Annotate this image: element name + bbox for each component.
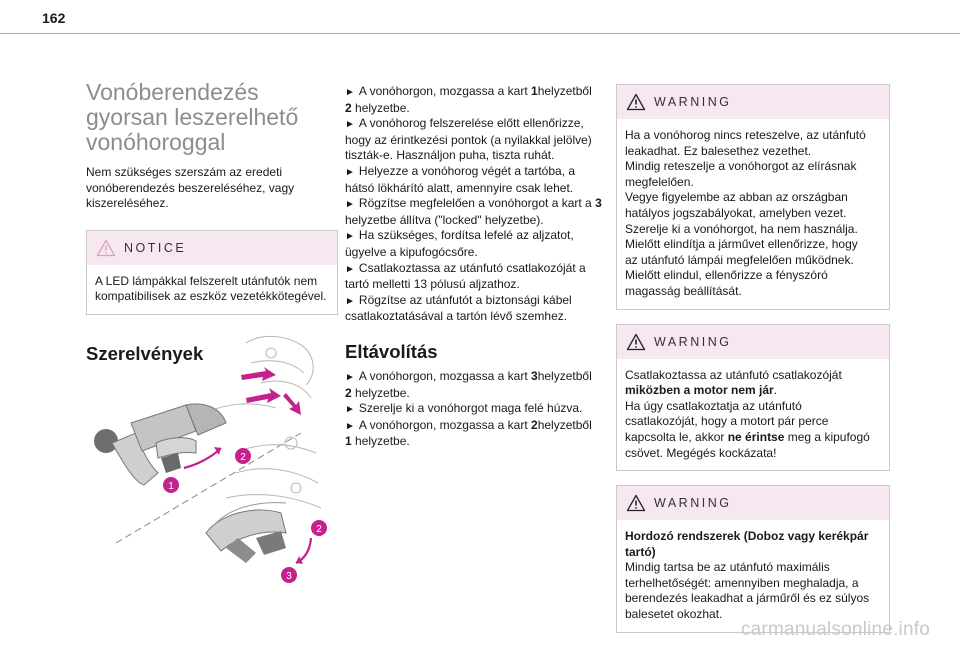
title-line: vonóhoroggal [86, 129, 226, 155]
svg-text:2: 2 [316, 524, 322, 535]
intro-text [86, 165, 336, 212]
notice-body [87, 265, 337, 314]
arrow-right-icon: ► [345, 199, 355, 211]
page-number: 162 [42, 10, 66, 26]
watermark: carmanualsonline.info [740, 619, 930, 640]
intro-line: Nem szükséges szerszám az eredeti [86, 165, 283, 179]
title-line: gyorsan leszerelhető [86, 104, 299, 130]
callout-2-upper [235, 448, 251, 464]
warning-body: Csatlakoztassa az utánfutó csatlakozóját miközben a motor nem jár. Ha úgy csatlakoztatja az utánfutó csatlakozóját, hogy a motort pár perce kapcsolta le, akkor ne érintse meg a kipufogó csövet. Megégés kockázata! [625, 367, 870, 460]
arrow-right-icon: ► [345, 420, 355, 432]
warning-triangle-icon [626, 333, 646, 351]
callout-1 [163, 477, 179, 493]
page-title [86, 80, 336, 155]
warning-box [616, 324, 890, 472]
section-title-removal: Eltávolítás [345, 340, 438, 362]
towbar-illustration [86, 323, 336, 586]
warning-label: WARNING [654, 334, 732, 349]
warning-label: WARNING [654, 496, 732, 511]
step-item: ► A vonóhorgon, mozgassa a kart 2helyzetből 1 helyzetbe. [345, 417, 592, 449]
notice-box [86, 230, 338, 315]
arrow-right-icon: ► [345, 166, 355, 178]
warning-triangle-icon [626, 494, 646, 512]
warning-header [617, 486, 889, 520]
arrow-right-icon: ► [345, 404, 355, 416]
callout-3 [281, 567, 297, 583]
title-line: Vonóberendezés [86, 79, 259, 105]
step-item: ► A vonóhorgon, mozgassa a kart 1helyzetből 2 helyzetbe. [345, 84, 592, 115]
column-3 [616, 84, 890, 647]
svg-text:1: 1 [168, 481, 174, 492]
callout-2-lower [311, 520, 327, 536]
step-item: ► Csatlakoztassa az utánfutó csatlakozóját a tartó melletti 13 pólusú aljzathoz. [345, 260, 586, 292]
svg-text:3: 3 [286, 571, 292, 582]
svg-text:2: 2 [240, 452, 246, 463]
warning-header [617, 325, 889, 359]
arrow-right-icon: ► [345, 371, 355, 383]
intro-line: kiszereléséhez. [86, 196, 169, 211]
arrow-right-icon: ► [345, 263, 355, 275]
warning-box [616, 485, 890, 633]
step-item: ► Rögzítse az utánfutót a biztonsági kábel csatlakoztatásával a tartón lévő szemhez. [345, 292, 572, 324]
arrow-right-icon: ► [345, 87, 355, 98]
warning-body: Hordozó rendszerek (Doboz vagy kerékpár tartó) Mindig tartsa be az utánfutó maximális terhelhetőségét: amennyiben meghaladja, a berendezés leakadhat a járműről és ez súlyos balesetet okozhat. [625, 529, 870, 622]
towbar-upper-drawing [94, 404, 226, 485]
towbar-lower-drawing [206, 503, 286, 563]
arrow-right-icon: ► [345, 295, 355, 307]
step-item: ► Szerelje ki a vonóhorgot maga felé húzva. [345, 401, 583, 416]
warning-label: WARNING [654, 95, 732, 109]
notice-line: kompatibilisek az eszköz vezetékkötegével. [95, 289, 327, 304]
notice-header [87, 231, 337, 265]
warning-triangle-icon [96, 239, 116, 257]
step-item: ► Helyezze a vonóhorog végét a tartóba, a hátsó lökhárító alatt, amennyire csak lehet. [345, 163, 576, 195]
warning-body: Ha a vonóhorog nincs reteszelve, az utánfutó leakadhat. Ez balesethez vezethet. Mindig reteszelje a vonóhorgot az elírásnak megfelelően. Vegye figyelembe az abban az országban hatályos jogszabályokat, amelyben vezet. Szerelje ki a vonóhorgot, ha nem használja. Mielőtt elindítja a járművet ellenőrizze, hogy az utánfutó lámpái megfelelően működnek. Mielőtt elindul, ellenőrizze a fényszóró magasság beállítását. [625, 128, 866, 298]
arrow-right-icon: ► [345, 119, 355, 131]
section-title-fittings: Szerelvények [86, 342, 204, 364]
arrow-right-icon: ► [345, 231, 355, 243]
top-divider [0, 33, 960, 34]
warning-triangle-icon [626, 93, 646, 111]
step-item: ► Ha szükséges, fordítsa lefelé az aljzatot, ügyelve a kipufogócsőre. [345, 228, 574, 259]
step-item: ► A vonóhorog felszerelése előtt ellenőrizze, hogy az érintkezési pontok (a nyilakkal jelölve) tiszták-e. Használjon puha, tiszta ruhát. [345, 116, 592, 163]
intro-line: vonóberendezés beszereléséhez, vagy [86, 180, 295, 195]
column-2 [345, 84, 610, 450]
notice-line: A LED lámpákkal felszerelt utánfutók nem [95, 273, 318, 288]
warning-header [617, 85, 889, 119]
notice-label: NOTICE [124, 240, 187, 255]
step-item: ► A vonóhorgon, mozgassa a kart 3helyzetből 2 helyzetbe. [345, 368, 592, 400]
warning-box [616, 84, 890, 310]
step-item: ► Rögzítse megfelelően a vonóhorgot a kart a 3 helyzetbe állítva ("locked" helyzetbe). [345, 196, 602, 227]
